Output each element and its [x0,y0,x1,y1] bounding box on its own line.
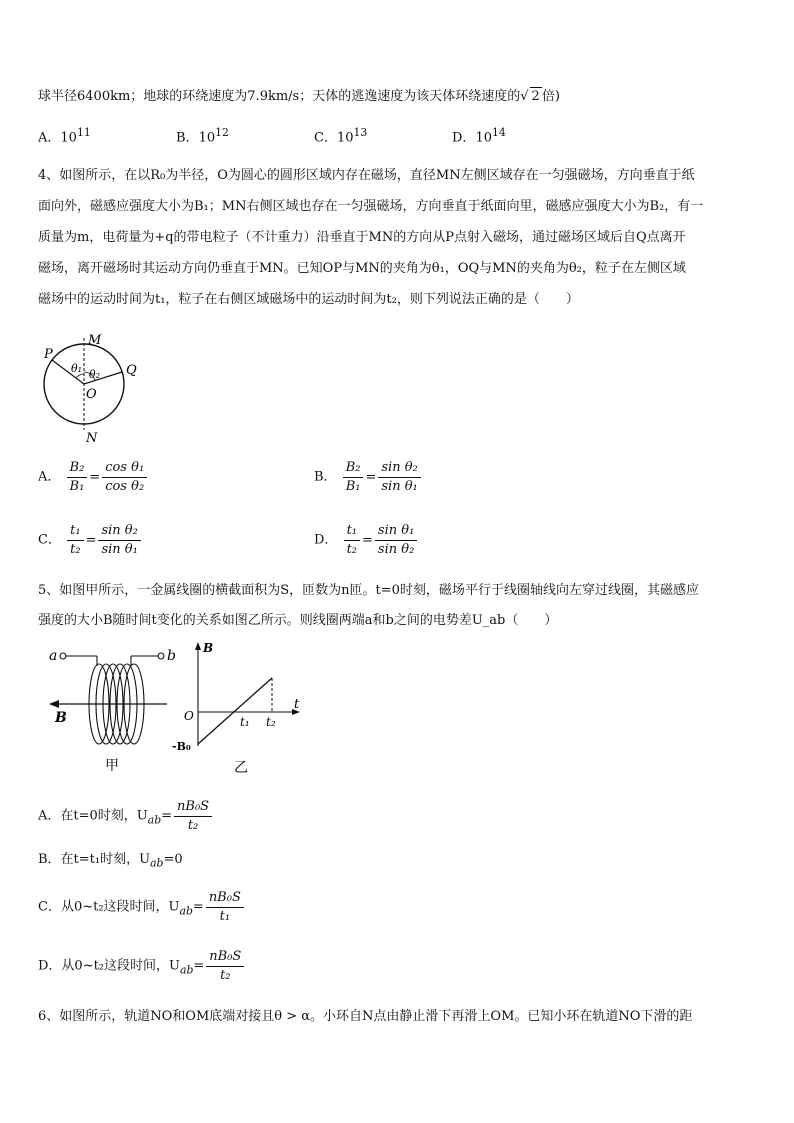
b-t-line [198,678,272,744]
terminal-b [158,653,164,659]
q4-line-5: 磁场中的运动时间为t₁，粒子在右侧区域磁场中的运动时间为t₂，则下列说法正确的是（ ） [38,292,579,307]
label-p: P [44,347,53,362]
label-neg-b0: -B₀ [172,740,191,753]
label-B-field: B [55,710,67,726]
terminal-a [60,653,66,659]
label-t-axis: t [294,697,300,712]
caption-yi: 乙 [234,760,248,776]
q4-line-2: 面向外，磁感应强度大小为B₁；MN右侧区域也存在一匀强磁场，方向垂直于纸面向里，磁感应强度大小为B₂，有一 [38,199,704,214]
label-a: a [49,648,58,664]
q3-tail-text: 球半径6400km；地球的环绕速度为7.9km/s；天体的逃逸速度为该天体环绕速度的 [38,89,521,104]
label-theta2: θ₂ [89,368,101,381]
q5-line-2: 强度的大小B随时间t变化的关系如图乙所示。则线圈两端a和b之间的电势差U_ab（ ） [38,613,558,628]
q4-option-a[interactable]: A． $\frac{\text{B₂}}{\text{B₁}}$ = $\frac{\text{cos θ₁}}{\text{cos θ₂}}$ [38,459,149,496]
q3-tail-text-2: 倍) [541,89,560,104]
label-theta1: θ₁ [71,362,83,375]
q6-line-1: 6、如图所示，轨道NO和OM底端对接且θ > α。小环自N点由静止滑下再滑上OM。已知小环在轨道NO下滑的距 [38,1009,693,1024]
q5-option-b[interactable]: B．在t=t₁时刻，$U_{ab}=0$ [38,852,183,870]
q5-coil-figure-jia [45,640,180,775]
q5-option-c[interactable]: C．从0~t₂这段时间，$U_{ab}=$ $\frac{\text{nB₀S}}{\text{t₁}}$ [38,889,246,926]
q3-option-b[interactable]: B．$10^{12}$ [176,126,229,146]
q4-option-c[interactable]: C． $\frac{\text{t₁}}{\text{t₂}}$ = $\frac{\text{sin θ₂}}{\text{sin θ₁}}$ [38,522,143,559]
q5-option-a[interactable]: A．在t=0时刻，$U_{ab}=$ $\frac{\text{nB₀S}}{\text{t₂}}$ [38,798,214,835]
q3-tail-line [38,87,560,106]
q4-line-4: 磁场，离开磁场时其运动方向仍垂直于MN。已知OP与MN的夹角为θ₁，OQ与MN的夹角为θ₂，粒子在左侧区域 [38,261,686,276]
label-t1: t₁ [240,715,250,729]
label-t2: t₂ [266,715,276,729]
q5-line-1: 5、如图甲所示，一金属线圈的横截面积为S，匝数为n匝。t=0时刻，磁场平行于线圈轴线向左穿过线圈，其磁感应 [38,583,699,598]
caption-jia: 甲 [105,758,119,774]
label-q: Q [126,363,137,378]
q5-graph-yi [168,638,308,778]
sqrt-value: 2 [531,89,540,104]
label-o: O [86,387,97,402]
label-origin: O [184,709,194,723]
q3-option-a[interactable]: A．$10^{11}$ [38,126,91,146]
label-b: b [167,648,176,664]
q3-option-c[interactable]: C．$10^{13}$ [314,126,368,146]
q4-circle-figure [38,328,148,446]
q4-option-b[interactable]: B． $\frac{\text{B₂}}{\text{B₁}}$ = $\frac{\text{sin θ₂}}{\text{sin θ₁}}$ [314,459,423,496]
q4-option-d[interactable]: D． $\frac{\text{t₁}}{\text{t₂}}$ = $\frac{\text{sin θ₁}}{\text{sin θ₂}}$ [314,522,419,559]
q4-line-3: 质量为m，电荷量为+q的带电粒子（不计重力）沿垂直于MN的方向从P点射入磁场，通过磁场区域后自Q点离开 [38,230,686,245]
q3-option-d[interactable]: D．$10^{14}$ [452,126,506,146]
sqrt-symbol: √ [520,89,529,104]
label-m: M [88,333,102,348]
label-n: N [86,431,98,446]
q4-line-1: 4、如图所示，在以R₀为半径，O为圆心的圆形区域内存在磁场，直径MN左侧区域存在一匀强磁场，方向垂直于纸 [38,168,695,183]
q5-option-d[interactable]: D．从0~t₂这段时间，$U_{ab}=$ $\frac{\text{nB₀S}}{\text{t₂}}$ [38,948,246,985]
label-B-axis: B [203,641,214,655]
